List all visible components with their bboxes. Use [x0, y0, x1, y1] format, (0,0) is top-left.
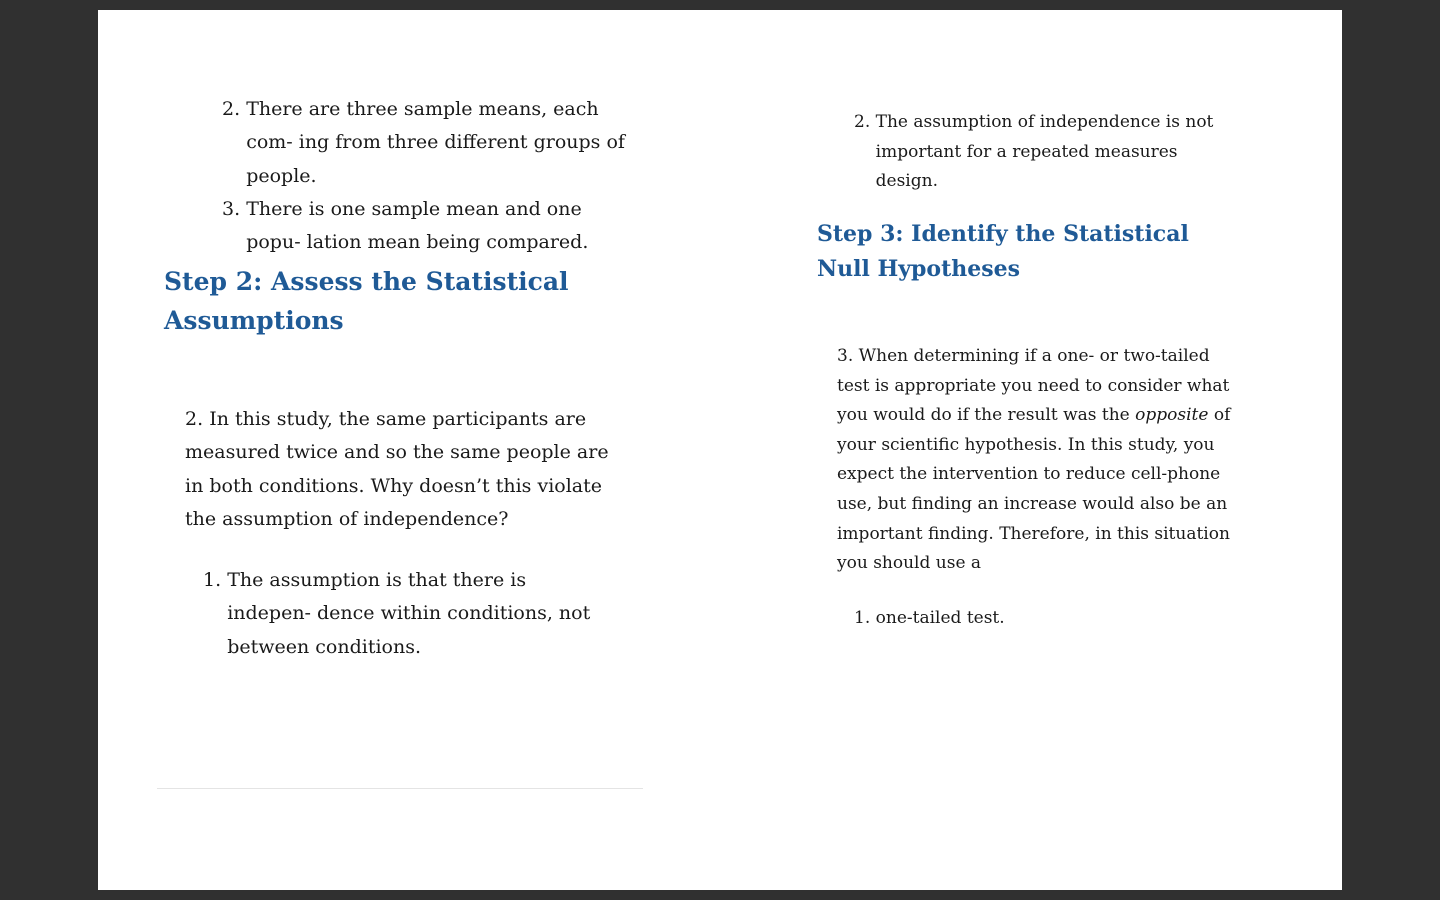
list-item: [222, 193, 632, 260]
list-item-text: There is one sample mean and one popu- lation mean being compared.: [246, 197, 589, 254]
list-item-number: 3.: [222, 197, 241, 220]
step2-heading-line2: Assumptions: [164, 306, 344, 335]
list-item-text: one-tailed test.: [875, 608, 1005, 628]
step3-heading-line2: Null Hypotheses: [817, 256, 1021, 282]
step3-heading: [817, 217, 1189, 287]
question-text-before: When determining if a one- or two-tailed test is appropriate you need to consider what you would do if the result was the: [837, 346, 1230, 426]
right-question: [837, 342, 1231, 579]
question-number: 3.: [837, 346, 854, 366]
question-text: In this study, the same participants are measured twice and so the same people are in both conditions. Why doesn’t this violate the assumption of independence?: [185, 408, 609, 530]
left-question: [185, 403, 625, 536]
question-text-after: of your scientific hypothesis. In this study, you expect the intervention to reduce cell-phone use, but finding an increase would also be an important finding. Therefore, in this situation you should use a: [837, 405, 1231, 574]
book-spread: [98, 10, 1342, 890]
left-top-list: [222, 93, 632, 259]
question-emphasis: opposite: [1135, 405, 1209, 426]
list-item-number: 1.: [854, 608, 871, 628]
column-divider-rule: [157, 788, 643, 789]
list-item: [222, 93, 632, 193]
list-item-text: The assumption of independence is not important for a repeated measures design.: [875, 112, 1214, 192]
step2-heading-line1: Step 2: Assess the Statistical: [164, 267, 569, 296]
list-item: [203, 564, 603, 664]
right-answer-list: [854, 604, 1224, 634]
question-number: 2.: [185, 408, 204, 430]
step2-heading: [164, 262, 569, 340]
list-item-number: 1.: [203, 569, 222, 591]
list-item: [854, 604, 1224, 634]
step3-heading-line1: Step 3: Identify the Statistical: [817, 221, 1189, 247]
right-top-list: [854, 108, 1224, 197]
list-item-text: The assumption is that there is indepen- dence within conditions, not between conditions.: [227, 569, 591, 658]
list-item: [854, 108, 1224, 197]
left-answer-list: [203, 564, 603, 664]
list-item-number: 2.: [222, 98, 241, 120]
list-item-number: 2.: [854, 112, 871, 132]
list-item-text: There are three sample means, each com- ing from three different groups of people.: [246, 98, 625, 187]
